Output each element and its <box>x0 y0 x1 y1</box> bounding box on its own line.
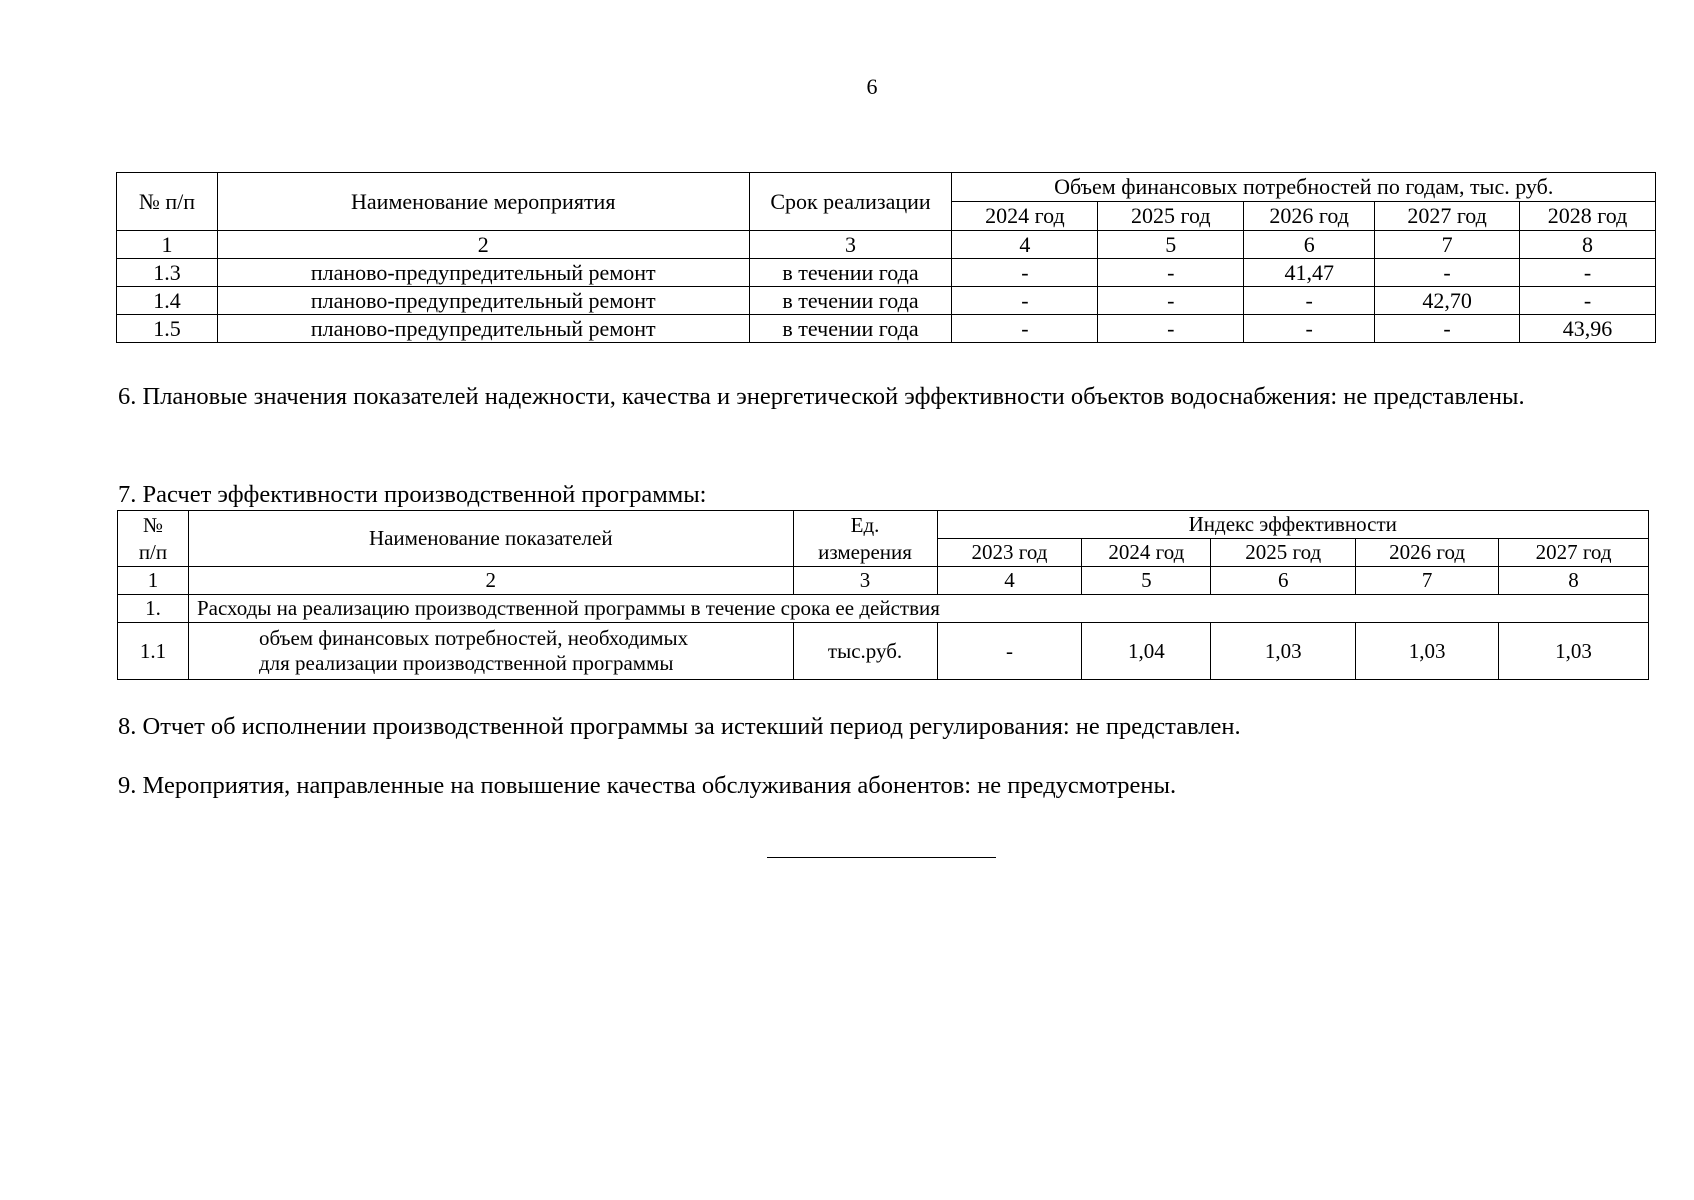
header-year: 2028 год <box>1520 202 1656 231</box>
row-value: 1,03 <box>1499 623 1649 680</box>
col-number: 4 <box>952 231 1098 259</box>
col-number: 1 <box>117 231 218 259</box>
header-group: Индекс эффективности <box>937 511 1649 539</box>
header-year: 2024 год <box>1082 539 1211 567</box>
row-value: - <box>1244 315 1375 343</box>
col-number: 2 <box>217 231 749 259</box>
header-year: 2025 год <box>1098 202 1244 231</box>
efficiency-table <box>117 510 1649 680</box>
paragraph-7: 7. Расчет эффективности производственной программы: <box>118 481 707 508</box>
financial-needs-table <box>116 172 1656 343</box>
row-value: 41,47 <box>1244 259 1375 287</box>
col-number: 4 <box>937 567 1082 595</box>
header-unit <box>793 511 937 567</box>
header-num <box>118 511 189 567</box>
col-number: 1 <box>118 567 189 595</box>
row-value: - <box>1375 259 1520 287</box>
header-name: Наименование показателей <box>188 511 793 567</box>
col-number: 7 <box>1375 231 1520 259</box>
row-value: - <box>1098 287 1244 315</box>
row-value: - <box>1375 315 1520 343</box>
row-value: - <box>1098 315 1244 343</box>
section-num: 1. <box>118 595 189 623</box>
header-year: 2026 год <box>1356 539 1499 567</box>
row-value: - <box>952 315 1098 343</box>
col-number: 6 <box>1244 231 1375 259</box>
col-number: 5 <box>1082 567 1211 595</box>
header-year: 2027 год <box>1375 202 1520 231</box>
header-year: 2026 год <box>1244 202 1375 231</box>
header-year: 2023 год <box>937 539 1082 567</box>
row-name: планово-предупредительный ремонт <box>217 315 749 343</box>
page-number: 6 <box>866 74 878 99</box>
table-row <box>117 315 1656 343</box>
column-numbers-row <box>117 231 1656 259</box>
row-value: - <box>952 259 1098 287</box>
col-number: 5 <box>1098 231 1244 259</box>
row-term: в течении года <box>749 287 952 315</box>
row-name-line1: объем финансовых потребностей, необходимых <box>258 626 689 650</box>
row-name <box>188 623 793 680</box>
header-year: 2025 год <box>1211 539 1356 567</box>
header-unit-bottom: измерения <box>818 539 912 564</box>
table-row <box>117 287 1656 315</box>
section-title: Расходы на реализацию производственной программы в течение срока ее действия <box>188 595 1648 623</box>
header-name: Наименование мероприятия <box>217 173 749 231</box>
row-name: планово-предупредительный ремонт <box>217 259 749 287</box>
header-term: Срок реализации <box>749 173 952 231</box>
paragraph-9: 9. Мероприятия, направленные на повышение качества обслуживания абонентов: не предусмотрены. <box>118 772 1177 799</box>
row-term: в течении года <box>749 259 952 287</box>
row-value: - <box>937 623 1082 680</box>
col-number: 3 <box>793 567 937 595</box>
row-value: 1,03 <box>1356 623 1499 680</box>
col-number: 7 <box>1356 567 1499 595</box>
col-number: 8 <box>1520 231 1656 259</box>
row-name: планово-предупредительный ремонт <box>217 287 749 315</box>
row-value: - <box>1244 287 1375 315</box>
row-term: в течении года <box>749 315 952 343</box>
col-number: 3 <box>749 231 952 259</box>
row-unit: тыс.руб. <box>793 623 937 680</box>
header-num: № п/п <box>117 173 218 231</box>
header-year: 2024 год <box>952 202 1098 231</box>
row-value: - <box>1520 259 1656 287</box>
col-number: 6 <box>1211 567 1356 595</box>
row-value: 43,96 <box>1520 315 1656 343</box>
row-value: 1,03 <box>1211 623 1356 680</box>
header-num-bottom: п/п <box>138 539 168 564</box>
section-row <box>118 595 1649 623</box>
col-number: 2 <box>188 567 793 595</box>
row-name-line2: для реализации производственной программы <box>258 651 674 675</box>
table-row <box>117 259 1656 287</box>
header-unit-top: Ед. <box>850 512 880 537</box>
column-numbers-row <box>118 567 1649 595</box>
col-number: 8 <box>1499 567 1649 595</box>
closing-divider <box>767 857 996 858</box>
row-num: 1.1 <box>118 623 189 680</box>
header-num-top: № <box>142 512 163 537</box>
row-value: - <box>1520 287 1656 315</box>
row-value: 42,70 <box>1375 287 1520 315</box>
row-value: - <box>952 287 1098 315</box>
row-num: 1.5 <box>117 315 218 343</box>
paragraph-8: 8. Отчет об исполнении производственной программы за истекший период регулирования: не представлен. <box>118 713 1241 740</box>
row-num: 1.4 <box>117 287 218 315</box>
table-row <box>118 623 1649 680</box>
row-value: - <box>1098 259 1244 287</box>
header-group: Объем финансовых потребностей по годам, тыс. руб. <box>952 173 1656 202</box>
header-year: 2027 год <box>1499 539 1649 567</box>
paragraph-6: 6. Плановые значения показателей надежности, качества и энергетической эффективности объектов водоснабжения: не представлены. <box>118 383 1525 410</box>
row-num: 1.3 <box>117 259 218 287</box>
row-value: 1,04 <box>1082 623 1211 680</box>
